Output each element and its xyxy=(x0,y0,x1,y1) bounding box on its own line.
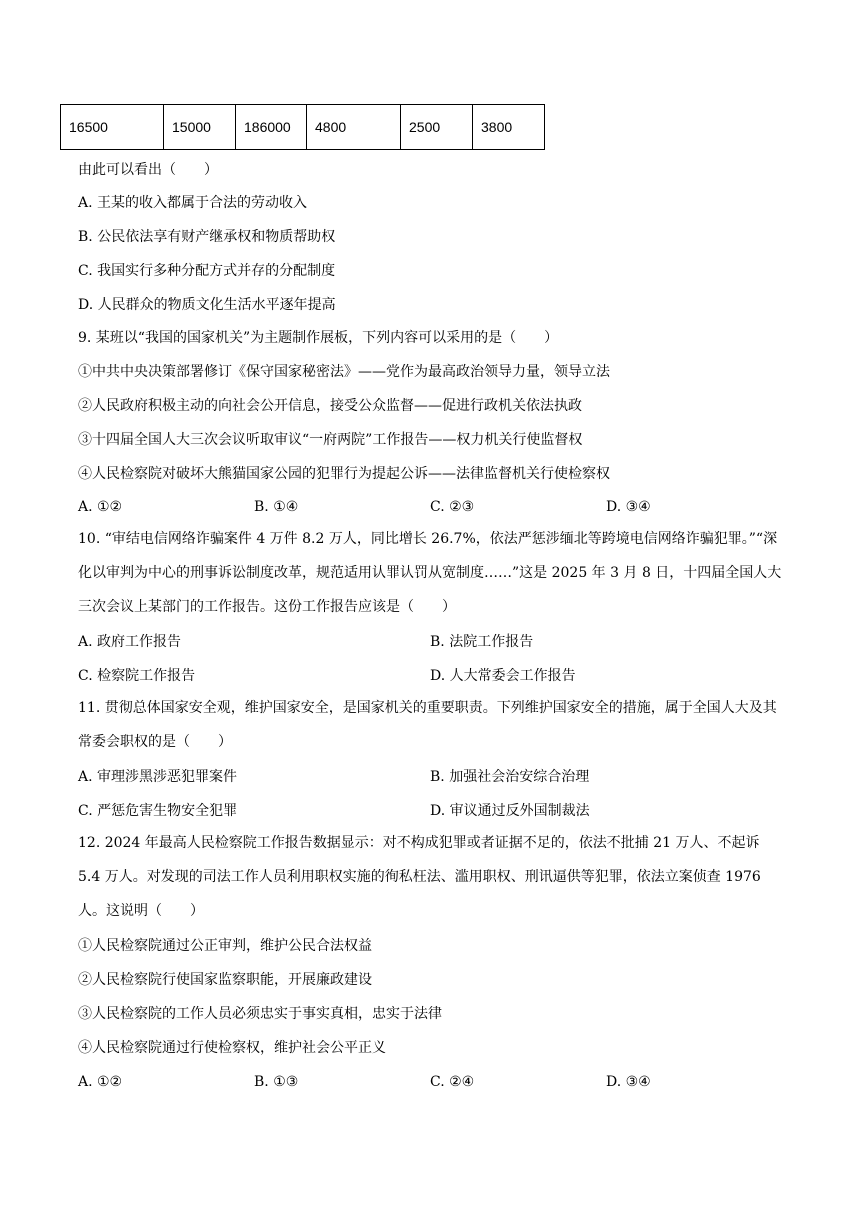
table-cell: 15000 xyxy=(164,105,236,150)
statement-item: ③人民检察院的工作人员必须忠实于事实真相，忠实于法律 xyxy=(78,1006,442,1022)
option-d: D. 审议通过反外国制裁法 xyxy=(430,803,590,819)
option-a: A. 王某的收入都属于合法的劳动收入 xyxy=(78,195,308,211)
option-a: A. 审理涉黑涉恶犯罪案件 xyxy=(78,769,238,785)
statement-item: ②人民检察院行使国家监察职能，开展廉政建设 xyxy=(78,972,372,988)
statement-item: ④人民检察院通过行使检察权，维护社会公平正义 xyxy=(78,1040,386,1056)
question-stem: 10. “审结电信网络诈骗案件 4 万件 8.2 万人，同比增长 26.7%，依法严惩涉缅北等跨境电信网络诈骗犯罪。”“深化以审判为中心的刑事诉讼制度改革，规范适用认罪认罚从宽制度……”这是 2025 年 3 月 8 日，十四届全国人大三次会议上某部门的工作报告。这份工作报告应该是（ ） xyxy=(78,531,782,615)
statement-item: ④人民检察院对破坏大熊猫国家公园的犯罪行为提起公诉——法律监督机关行使检察权 xyxy=(78,466,610,482)
choice-a: A. ①② xyxy=(78,1074,123,1090)
choice-d: D. ③④ xyxy=(606,499,651,515)
option-d: D. 人大常委会工作报告 xyxy=(430,668,576,684)
question-stem: 12. 2024 年最高人民检察院工作报告数据显示：对不构成犯罪或者证据不足的，依法不批捕 21 万人、不起诉 5.4 万人。对发现的司法工作人员利用职权实施的徇私枉法、滥用职权、刑讯逼供等犯罪，依法立案侦查 1976 人。这说明（ ） xyxy=(78,835,761,919)
option-b: B. 法院工作报告 xyxy=(430,634,534,650)
question-stem: 9. 某班以“我国的国家机关”为主题制作展板，下列内容可以采用的是（ ） xyxy=(78,330,559,346)
choice-b: B. ①③ xyxy=(254,1074,299,1090)
choice-d: D. ③④ xyxy=(606,1074,651,1090)
question-stem: 11. 贯彻总体国家安全观，维护国家安全，是国家机关的重要职责。下列维护国家安全的措施，属于全国人大及其常委会职权的是（ ） xyxy=(78,700,777,750)
choice-b: B. ①④ xyxy=(254,499,299,515)
table-cell: 186000 xyxy=(236,105,307,150)
statement-item: ①中共中央决策部署修订《保守国家秘密法》——党作为最高政治领导力量，领导立法 xyxy=(78,364,610,380)
income-table xyxy=(60,104,545,150)
option-b: B. 公民依法享有财产继承权和物质帮助权 xyxy=(78,229,336,245)
choice-c: C. ②④ xyxy=(430,1074,475,1090)
table-row xyxy=(61,105,545,150)
choice-a: A. ①② xyxy=(78,499,123,515)
statement-item: ①人民检察院通过公正审判，维护公民合法权益 xyxy=(78,938,372,954)
table-cell: 3800 xyxy=(473,105,545,150)
statement-item: ②人民政府积极主动的向社会公开信息，接受公众监督——促进行政机关依法执政 xyxy=(78,398,582,414)
table-cell: 16500 xyxy=(61,105,164,150)
option-c: C. 检察院工作报告 xyxy=(78,668,196,684)
option-d: D. 人民群众的物质文化生活水平逐年提高 xyxy=(78,297,336,313)
option-a: A. 政府工作报告 xyxy=(78,634,182,650)
choice-c: C. ②③ xyxy=(430,499,475,515)
table-cell: 4800 xyxy=(307,105,401,150)
statement-item: ③十四届全国人大三次会议听取审议“一府两院”工作报告——权力机关行使监督权 xyxy=(78,432,583,448)
table-cell: 2500 xyxy=(401,105,473,150)
option-c: C. 严惩危害生物安全犯罪 xyxy=(78,803,238,819)
option-b: B. 加强社会治安综合治理 xyxy=(430,769,590,785)
question-stem: 由此可以看出（ ） xyxy=(78,162,218,178)
option-c: C. 我国实行多种分配方式并存的分配制度 xyxy=(78,263,336,279)
